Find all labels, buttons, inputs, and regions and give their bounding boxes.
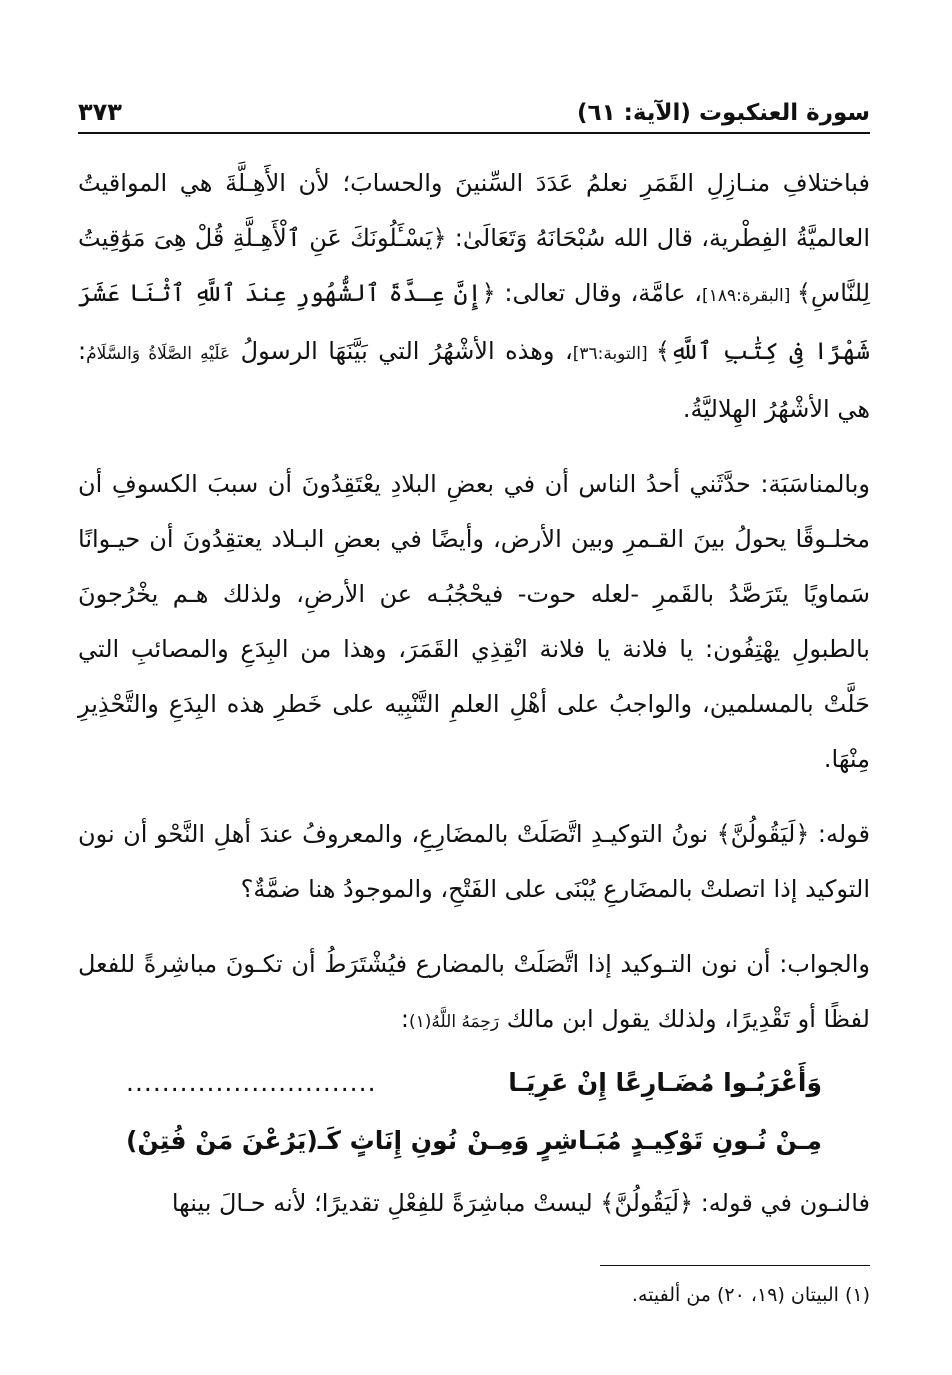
verse-second-hemistich: نُونِ إِنَاثٍ كَـ(يَرُعْنَ مَنْ فُتِنْ) [126,1126,458,1155]
page-number: ٣٧٣ [78,98,122,126]
header-rule [78,132,870,134]
text-run: ، وهذه الأشْهُرُ التي بَيَّنَهَا الرسولُ [230,337,573,365]
book-page [78,86,870,1310]
verse-first-hemistich: مِـنْ نُـونِ تَوْكِيـدٍ مُبَـاشِرٍ وَمِـنْ [467,1126,822,1155]
paragraph [78,457,870,787]
text-run: ليستْ مباشِرَةً للفِعْلِ تقديرًا؛ لأنه حـالَ بينها [171,1189,601,1217]
page-header [78,86,870,126]
inline-note: [التوبة:٣٦] [572,344,656,364]
inline-note: [البقرة:١٨٩] [702,286,797,306]
text-run: فباختلافِ منـازِلِ القَمَرِ نعلمُ عَدَدَ السِّنينَ والحسابَ؛ لأن الأَهِـلَّةَ هي المواقيتُ العالميَّةُ الفِطْرية، قال الله سُبْحَانَهُ وَتَعَالَىٰ: [78,169,870,252]
poem-verse [78,1054,870,1112]
paragraph [78,156,870,437]
text-run: نونُ التوكيـدِ اتَّصَلَتْ بالمضَارِعِ، والمعروفُ عندَ أهلِ النَّحْو أن نون التوكيد إذا اتصلتْ بالمضَارعِ يُبْنَى على الفَتْحِ، والموجودُ هنا ضمَّةٌ؟ [78,820,870,903]
paragraph-final [78,1176,870,1231]
quran-quote: ﴿لَيَقُولُنَّ﴾ [716,820,810,848]
inline-note: عَلَيْهِ الصَّلَاةُ وَالسَّلَامُ [86,344,231,364]
verse-second-hemistich: ............................ [126,1068,377,1097]
text-run: : هي الأشْهُرُ الهِلاليَّةُ. [78,337,870,423]
footnote-rule [600,1265,870,1266]
page-body [78,156,870,1310]
footnote: (١) البيتان (١٩، ٢٠) من ألفيته. [631,1284,870,1306]
verse-first-hemistich: وَأَعْرَبُـوا مُضَـارِعًا إِنْ عَرِيَـا [508,1068,822,1097]
surah-title: سورة العنكبوت (الآية: ٦١) [577,100,870,126]
text-run: فالنـون في قوله: [693,1189,870,1217]
inline-note: (١) [408,1012,432,1032]
quran-quote: ﴿إِنَّ عِـدَّةَ ٱلشُّهُورِ عِندَ ٱللَّهِ ٱثْنَا عَشَرَ شَهْرًا فِى كِتَٰبِ ٱللَّهِ﴾ [78,279,870,365]
text-run: ، عامَّة، وقال تعالى: [495,279,703,307]
quran-quote: ﴿لَيَقُولُنَّ﴾ [600,1189,694,1217]
quran-quote: ﴿يَسْـَٔلُونَكَ عَنِ ٱلْأَهِـلَّةِ قُلْ هِىَ مَوَٰقِيتُ لِلنَّاسِ﴾ [78,224,870,307]
text-run: قوله: [809,820,871,848]
text-run: وبالمناسَبَة: حدَّثَني أحدُ الناس أن في بعضِ البلادِ يعْتَقِدُونَ أن سببَ الكسوفِ أن مخلـوقًا يحولُ بينَ القـمرِ وبين الأرض، وأيضًا في بعضِ البـلاد يعتقِدُونَ أن حيـوانًا سَماويًا يتَرَصَّدُ بالقَمرِ -لعله حوت- فيحْجُبُـه عن الأرضِ، ولذلك هـم يخْرُجونَ بالطبولِ يهْتِفُون: يا فلانة يا فلانة انْقِذِي القَمَرَ، وهذا من البِدَعِ والمصائبِ التي حَلَّتْ بالمسلمين، والواجبُ على أهْلِ العلمِ التَّنْبِيه على خَطرِ هذه البِدَعِ والتَّحْذِيرِ مِنْهَا. [78,470,870,773]
paragraph [78,937,870,1050]
paragraph [78,807,870,917]
text-run: : [400,1005,409,1033]
poem-verse [78,1112,870,1170]
text-run: والجواب: أن نون التـوكيد إذا اتَّصَلَتْ بالمضارع فيُشْتَرَطُ أن تكـونَ مباشِرةً للفعل لفظًا أو تَقْدِيرًا، ولذلك يقول ابن مالك [78,950,870,1033]
inline-note: رَحِمَهُ اللَّهُ [431,1012,500,1032]
